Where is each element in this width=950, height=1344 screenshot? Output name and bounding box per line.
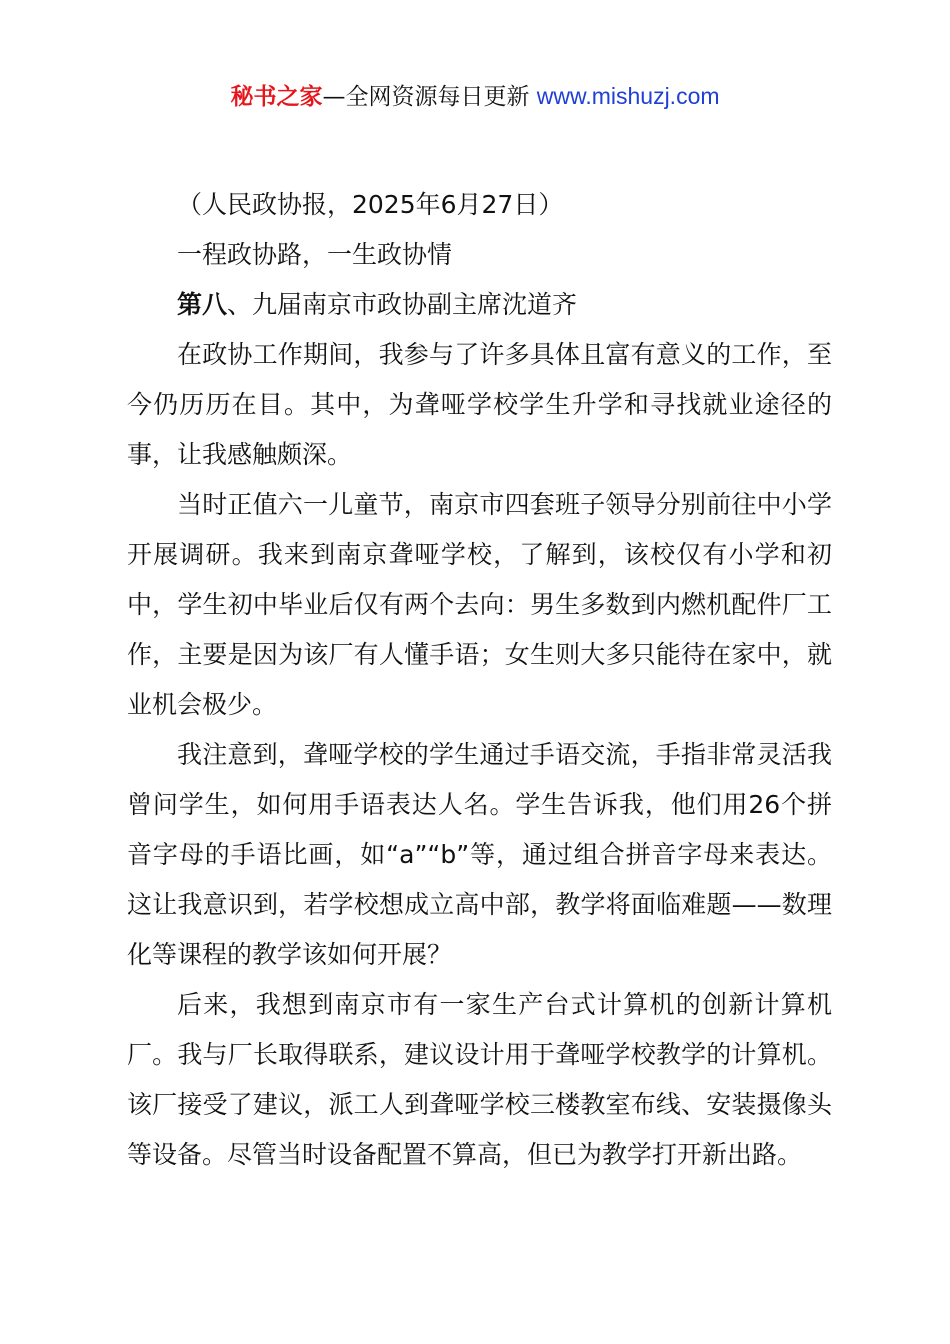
article-body [127,180,832,1180]
author-name: 、九届南京市政协副主席沈道齐 [227,290,578,319]
site-url-link[interactable]: www.mishuzj.com [536,83,720,109]
site-brand: 秘书之家 [230,84,323,110]
site-slogan: —全网资源每日更新 [322,84,537,110]
author-bold-prefix: 第八 [177,290,228,319]
article-paragraph: 后来，我想到南京市有一家生产台式计算机的创新计算机厂。我与厂长取得联系，建议设计用于聋哑学校教学的计算机。该厂接受了建议，派工人到聋哑学校三楼教室布线、安装摄像头等设备。尽管当时设备配置不算高，但已为教学打开新出路。 [127,990,832,1169]
article-paragraph: 当时正值六一儿童节，南京市四套班子领导分别前往中小学开展调研。我来到南京聋哑学校，了解到，该校仅有小学和初中，学生初中毕业后仅有两个去向：男生多数到内燃机配件厂工作，主要是因为该厂有人懂手语；女生则大多只能待在家中，就业机会极少。 [127,490,832,719]
article-source: （人民政协报，2025年6月27日） [177,190,564,219]
site-header [0,80,950,113]
article-title: 一程政协路，一生政协情 [177,240,453,269]
article-author [127,280,832,330]
article-paragraph: 在政协工作期间，我参与了许多具体且富有意义的工作，至今仍历历在目。其中，为聋哑学校学生升学和寻找就业途径的事，让我感触颇深。 [127,340,832,469]
article-paragraph: 我注意到，聋哑学校的学生通过手语交流，手指非常灵活我曾问学生，如何用手语表达人名。学生告诉我，他们用26个拼音字母的手语比画，如“a”“b”等，通过组合拼音字母来表达。这让我意识到，若学校想成立高中部，教学将面临难题——数理化等课程的教学该如何开展？ [127,740,832,969]
